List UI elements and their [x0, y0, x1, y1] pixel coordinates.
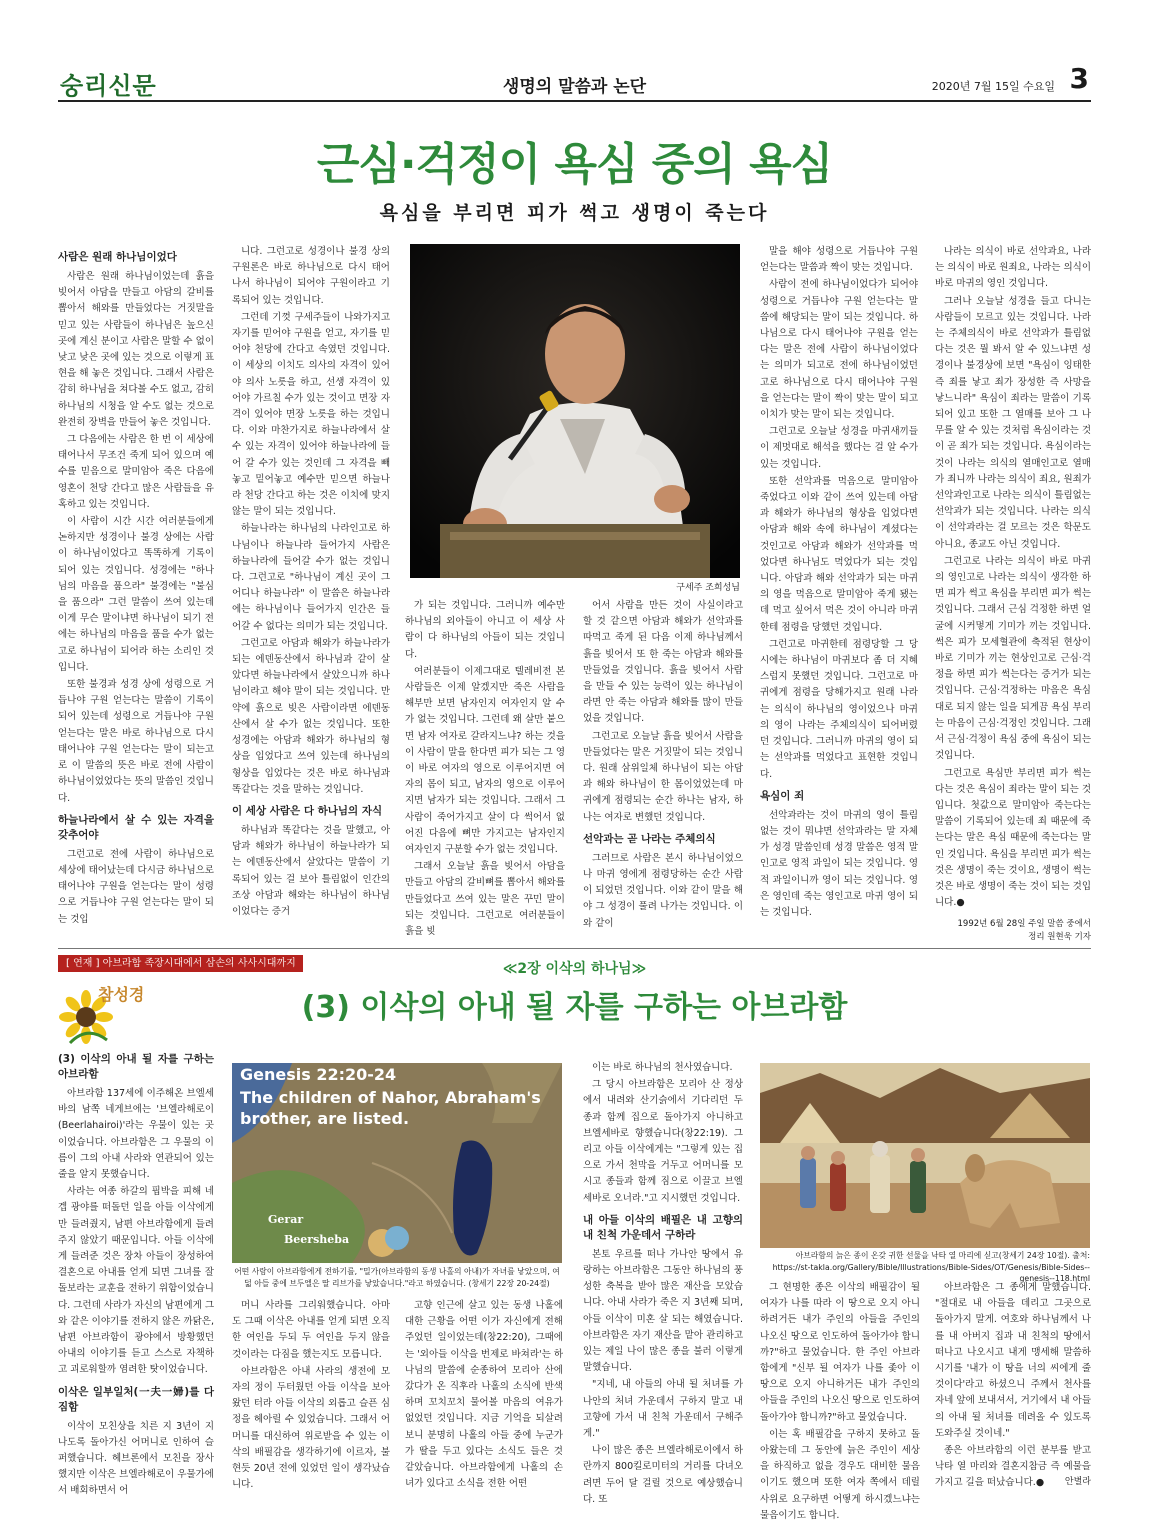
speaker-photo-illustration: [410, 244, 740, 578]
paragraph: 본토 우르를 떠나 가나안 땅에서 유랑하는 아브라함은 그동안 하나님의 풍성한 축복을 받아 많은 재산을 모았습니다. 아내 사라가 죽은 지 3년째 되며, 아들 이삭이 미혼 살 되는 해였습니다. 아브라함은 자기 재산을 맡아 관리하고 있는 제일 나이 많은 종을 불러 이렇게 말했습니다.: [583, 1248, 743, 1374]
article-column-3: [405, 598, 565, 938]
paragraph: 사람은 원래 하나님이었는데 흙을 빚어서 아담을 만들고 아담의 갈비를 뽑아서 해와를 만들었다는 거짓말을 믿고 있는 사람들이 하나님은 높으신 곳에 계신 분이고 사람은 말할 수 없이 낮고 낮은 곳에 있는 것으로 이렇게 표현을 해 놓은 것입니다. 그래서 사람은 감히 하나님을 쳐다볼 수도 없고, 감히 하나님의 시청을 알 수도 없는 것으로 완전히 장벽을 만들어 놓은 것입니다.: [58, 271, 214, 428]
article-column-5: [760, 244, 918, 930]
paragraph: 그 당시 아브라함은 모리아 산 정상에서 내려와 산기슭에서 기다리던 두 종과 함께 집으로 돌아가지 아니하고 브엘세바로 향했습니다(창22:19). 그리고 아들 이삭에게는 "그렇게 있는 집으로 가서 천막을 거두고 어머니를 모시고 종들과 함께 짐으로 이끌고 브엘세바로 오너라."고 지시했던 것입니다.: [583, 1079, 743, 1204]
paragraph: 고향 인근에 살고 있는 동생 나홀에 대한 근황을 어떤 이가 자신에게 전해주었던 일이었는데(창22:20), 그때에는 '외아들 이삭을 번제로 바쳐라'는 하나님의 말씀에 순종하여 모리아 산에 갔다가 온 직후라 나홀의 소식에 반색하며 꼬치꼬치 물어볼 마음의 여유가 없었던 것입니다. 지금 기억을 되살려보니 분명히 나홀의 아들 중에 누군가가 딸을 두고 있다는 소식도 들은 것 같았습니다. 아브라함에게 나홀의 손녀가 있다고 소식을 전한 어떤: [405, 1300, 563, 1490]
photo-caption: 구세주 조희성님: [676, 583, 740, 593]
genesis-map: [232, 1063, 562, 1263]
subhead: (3) 이삭의 아내 될 자를 구하는 아브라함: [58, 1053, 214, 1080]
paragraph: 사람이 전에 하나님이었다가 되어야 성령으로 거듭나야 구원 얻는다는 말씀에 해당되는 말이 되는 것입니다. 하나님으로 다시 태어나야 구원을 얻는다는 말은 전에 사람이 하나님이었다는 의미가 되고로 전에 하나님이었던고로 하나님으로 다시 태어나야 구원을 얻는다는 말이 짝이 맞는 말이 되고 이치가 맞는 말이 되는 것입니다.: [760, 279, 918, 421]
section-divider: [58, 948, 1091, 949]
paragraph: 종은 아브라함의 이런 분부를 받고 낙타 열 마리와 결혼지참금 즉 예물을 가지고 길을 떠났습니다.●: [935, 1445, 1091, 1489]
paragraph: 아브라함은 그 종에게 말했습니다. "절대로 내 아들을 데리고 그곳으로 돌아가지 말게. 여호와 하나님께서 나를 내 아버지 집과 내 친척의 땅에서 떠나고 나오시고 내게 맹세해 말씀하시기를 '내가 이 땅을 너의 씨에게 줄 것이다'라고 하셨으니 주께서 천사를 자네 앞에 보내셔서, 거기에서 내 아들의 아내 될 처녀를 데려올 수 있도록 도와주실 것이네.": [935, 1282, 1091, 1439]
subhead: 하늘나라에서 살 수 있는 자격을 갖추어야: [58, 813, 214, 841]
subhead: 사람은 원래 하나님이었다: [58, 251, 177, 263]
byline: [958, 918, 1091, 944]
paragraph: 아브라함은 아내 사라의 생전에 모자의 정이 두터웠던 아들 이삭을 보아왔던 터라 아들 이삭의 외롭고 슬픈 심정을 헤아릴 수 있었습니다. 그래서 어머니를 대신하여 위로받을 수 있는 이삭의 배필감을 생각하기에 이르자, 불현듯 20년 전에 있었던 일이 생각났습니다.: [232, 1365, 390, 1491]
paragraph: 니다. 그런고로 성경이나 불경 상의 구원론은 바로 하나님으로 다시 태어나서 하나님이 되어야 구원이라고 기록되어 있는 것입니다.: [232, 246, 390, 306]
paragraph: 그런고로 오늘날 성경을 마귀새끼들이 제멋대로 해석을 했다는 걸 알 수가 있는 것입니다.: [760, 426, 918, 470]
paragraph: 여러분들이 이제그대로 텔레비전 본 사람들은 이제 알겠지만 죽은 사람을 해부만 보면 남자인지 여자인지 알 수가 없는 것입니다. 그런데 왜 살만 붙으면 남자 여자로 갈라지느냐? 하는 것을 이 사람이 말을 한다면 피가 되는 그 영이 바로 여자의 영으로 이루어지면 여자의 몸이 되고, 남자의 영으로 이루어지면 남자가 되는 것입니다. 그래서 그 사람이 죽어가지고 살이 다 썩어서 없어진 다음에 뼈만 가지고는 남자인지 여자인지 구분할 수가 없는 것입니다.: [405, 665, 565, 856]
series-column-4: [583, 1060, 743, 1505]
paragraph: 그 다음에는 사람은 한 번 이 세상에 태어나서 무조건 죽게 되어 있으며 예수를 믿음으로 말미암아 죽은 다음에 영혼이 천당 간다고 많은 사람들을 유혹하고 있는 것입니다.: [58, 434, 214, 510]
paragraph: 이는 바로 하나님의 천사였습니다.: [592, 1062, 733, 1073]
logo-text: 참성경: [98, 985, 145, 1004]
paragraph: 선악과라는 것이 마귀의 영이 틀림없는 것이 뭐냐면 선악과라는 말 자체가 성경 말씀인데 성경 말씀은 영적 말인고로 영적 과일이 되는 것입니다. 영적 과일이니까 영이 되는 것입니다. 영은 영인데 죽는 영인고로 마귀 영이 되는 것입니다.: [760, 809, 918, 918]
headline: 근심·걱정이 욕심 중의 욕심: [316, 139, 833, 190]
article-column-6: [935, 244, 1091, 909]
paragraph: 머니 사라를 그리워했습니다. 아마도 그때 이삭은 아내를 얻게 되면 오직 한 여인을 두되 두 여인을 두지 않을 것이라는 다짐을 했는지도 모릅니다.: [232, 1300, 390, 1360]
paragraph: 나이 많은 종은 브엘라해로이에서 하란까지 800킬로미터의 거리를 다녀오려면 두어 달 걸릴 것으로 예상했습니다. 또: [583, 1445, 743, 1505]
paragraph: 그런데 기껏 구세주들이 나와가지고 자기를 믿어야 구원을 얻고, 자기를 믿어야 천당에 간다고 속였던 것입니다. 이 세상의 이치도 의사의 자격이 있어야 의사 노릇을 하고, 선생 자격이 있어야 가르칠 수가 있는 것이고 면장 자격이 있어야 면장 노릇을 하는 것입니다. 이와 마찬가지로 하늘나라에서 살 수 있는 자격이 있어야 하늘나라에 들어 갈 수가 있는 것인데 그 자격을 빼놓고 밑어놓고 예수만 믿으면 하늘나라 천당 간다고 하는 것은 이치에 맞지 않는 말이 되는 것입니다.: [232, 311, 390, 518]
abraham-servant-painting: [760, 1063, 1090, 1248]
map-title: Genesis 22:20-24: [240, 1065, 397, 1084]
paragraph: 하나님과 똑같다는 것을 말했고, 아담과 해와가 하나님이 하늘나라가 되는 에덴동산에서 살았다는 말씀이 기록되어 있는 걸 보아 틀림없이 인간의 조상 아담과 해와는 하나님이 하나님이었다는 증거: [232, 824, 390, 917]
paragraph: 또한 불경과 성경 상에 성령으로 거듭나야 구원 얻는다는 말씀이 기록이 되어 있는데 성령으로 거듭나야 구원 얻는다는 말은 바로 하나님으로 다시 태어나야 구원 얻는다는 말이 되는고로 이 말씀의 뜻은 바로 전에 사람이 하나님이었었다는 뜻의 말씀인 것입니다.: [58, 679, 214, 804]
series-title: (3) 이삭의 아내 될 자를 구하는 아브라함: [301, 990, 848, 1025]
paragraph: 나라는 의식이 바로 선악과요, 나라는 의식이 바로 원죄요, 나라는 의식이 바로 마귀의 영인 것입니다.: [935, 246, 1091, 290]
paragraph: 그런고로 아담과 해와가 하늘나라가 되는 에덴동산에서 하나님과 같이 살았다면 하늘나라에서 살았으니까 하나님이라고 해야 말이 되는 것입니다. 만약에 흙으로 빚은 사람이라면 에덴동산에서 살 수가 없는 것입니다. 또한 성경에는 아담과 해와가 하나님의 형상을 입었다고 쓰여 있는데 하나님의 형상을 입었다는 것은 바로 하나님과 똑같다는 것을 말하는 것입니다.: [232, 637, 390, 795]
series-column-5: [760, 1280, 920, 1521]
newspaper-name: 숭리신문: [60, 72, 157, 100]
paragraph: 그래서 오늘날 흙을 빚어서 아담을 만들고 아담의 갈비뼈를 뽑아서 해와를 만들었다고 쓰여 있는 말은 꾸민 말이 되는 것입니다. 그런고로 여러분들이 흙을 빚: [405, 861, 565, 938]
paragraph: 그런고로 전에 사람이 하나님으로 세상에 태어났는데 다시금 하나님으로 태어나야 구원을 얻는다는 말이 성령으로 거듭나야 구원 얻는다는 말이 되는 것입: [58, 848, 214, 925]
paragraph: 이 사람이 시간 시간 여러분들에게 논하지만 성경이나 불경 상에는 사람이 하나님이었다고 똑똑하게 기록이 되어 있는 것입니다. 성경에는 "하나님의 마음을 품으라" 불경에는 "불심을 품으라" 그런 말씀이 쓰여 있는데 이게 무슨 말이냐면 하나님이 되기 전에는 하나님의 마음을 품을 수가 없는고로 하나님이 되어라 하는 소리인 것입니다.: [58, 516, 214, 673]
subhead: 욕심이 죄: [760, 789, 805, 802]
article-column-2: [232, 244, 390, 930]
map-label-gerar: Gerar: [268, 1213, 304, 1226]
issue-date: 2020년 7월 15일 수요일: [931, 80, 1055, 93]
map-caption: 어떤 사람이 아브라함에게 전하기를, "밀가(아브라함의 동생 나홀의 아내)가 자녀를 낳았으며, 여덟 아들 중에 브두엘은 딸 리브가를 낳았습니다."라고 하였습니다. (창세기 22장 20-24절): [234, 1267, 560, 1288]
series-column-1: [58, 1052, 214, 1497]
paragraph: 이삭이 모친상을 치른 지 3년이 지나도록 돌아가신 어머니로 인하여 슬퍼했습니다. 헤브론에서 모친을 장사했지만 이삭은 브엘라해로이 우물가에서 배회하면서 어: [58, 1420, 214, 1497]
paragraph: 사라는 여종 하갈의 핍박을 피해 네겝 광야를 떠돌던 일을 아들 이삭에게만 들려줬지, 남편 아브라함에게 들려주지 않았기 때문입니다. 아들 이삭에게 들려준 것은 장차 아들이 장성하여 결혼으로 아내를 얻게 되면 그녀를 잘 돌보라는 교훈을 전하기 위함이었습니다. 그런데 사라가 자신의 남편에게 그와 같은 이야기를 전하지 않은 까닭은, 남편 아브라함이 광야에서 방황했던 아내의 이야기를 듣고 스스로 자책하고 괴로워할까 염려한 탓이었습니다.: [58, 1186, 214, 1376]
masthead: [58, 62, 1091, 102]
paragraph: 하늘나라는 하나님의 나라인고로 하나님이나 하늘나라 들어가지 사람은 하늘나라에 들어갈 수가 없는 것입니다. 그런고로 "하나님이 계신 곳이 그 어디나 하늘나라" 이 말씀은 하늘나라에는 하나님이나 들어가지 인간은 들어갈 수 없다는 의미가 되는 것입니다.: [232, 523, 390, 632]
author-name: 안별라: [1064, 1477, 1091, 1487]
speaker-photo: [410, 244, 740, 578]
subhead: 내 아들 이삭의 배필은 내 고향의 내 친척 가운데서 구하라: [583, 1213, 743, 1241]
subhead: 선악과는 곧 나라는 주체의식: [583, 832, 716, 845]
paragraph: 그 현명한 종은 이삭의 배필감이 될 여자가 나를 따라 이 땅으로 오지 아니하려거든 내가 주인의 아들을 주인의 나오신 땅으로 인도하여 돌아가야 합니까?"하고 물었습니다. 한 주인 아브라함에게 "신부 될 여자가 나를 좇아 이 땅으로 오지 아니하거든 내가 주인의 아들을 주인의 나오신 땅으로 인도하여 돌아가야 합니까?"하고 물었습니다.: [760, 1282, 920, 1423]
subhead: 이 세상 사람은 다 하나님의 자식: [232, 804, 383, 817]
subheadline: 욕심을 부리면 피가 썩고 생명이 죽는다: [379, 202, 770, 224]
byline-source: 1992년 6월 28일 주일 말씀 중에서: [957, 919, 1091, 929]
series-column-2: [232, 1298, 390, 1491]
paragraph: 그러나 오늘날 성경을 들고 다니는 사람들이 모르고 있는 것입니다. 나라는 주체의식이 바로 선악과가 틀림없다는 것은 뭘 봐서 알 수 있느냐면 성경이나 불경상에 보면 "욕심이 잉태한즉 죄를 낳고 죄가 장성한 즉 사망을 낳느니라" 욕심이 죄라는 말씀이 기록되어 있고 또한 그 열매를 보아 그 나무를 알 수 있는 것처럼 욕심이라는 것이 곧 죄가 되는 것입니다. 욕심이라는 것이 나라는 의식의 열매인고로 열매가 죄니까 나라는 의식이 죄요, 원죄가 선악과인고로 나라는 의식이 틀림없는 선악과가 되는 것입니다. 나라는 의식이 선악과라는 걸 모르는 것은 학문도 아니요, 종교도 아닌 것입니다.: [935, 295, 1091, 550]
painting-illustration: [760, 1063, 1090, 1248]
article-column-1: [58, 250, 214, 930]
paragraph: 또한 선악과를 먹음으로 말미암아 죽었다고 이와 같이 쓰여 있는데 아담과 해와가 하나님의 형상을 입었다면 아담과 해와 속에 하나님이 계셨다는 것인고로 아담과 해와가 선악과를 먹었다면 하나님도 먹었다가 되는 것입니다. 아담과 해와 선악과가 되는 마귀의 영을 먹음으로 말미암아 죽게 됐는데 먹고 싶어서 먹은 것이 아니라 마귀한테 점령을 당했던 것입니다.: [760, 475, 918, 633]
paragraph: 어서 사람을 만든 것이 사실이라고 할 것 같으면 아담과 해와가 선악과를 따먹고 죽게 된 다음 이제 하나님께서 흙을 빚어서 또 한 죽는 아담과 해와를 만들었을 것입니다. 흙을 빚어서 사람을 만들 수 있는 능력이 있는 하나님이라면 안 죽는 아담과 해와를 많이 만들었을 것입니다.: [583, 600, 743, 725]
paragraph: 말을 해야 성령으로 거듭나야 구원 얻는다는 말씀과 짝이 맞는 것입니다.: [760, 246, 918, 274]
chapter-title: ≪2장 이삭의 하나님≫: [502, 961, 647, 977]
map-subtitle: The children of Nahor, Abraham's brother, are listed.: [240, 1088, 541, 1128]
section-title: 생명의 말씀과 논단: [502, 77, 647, 97]
series-column-3: [405, 1298, 563, 1490]
paragraph: 아브라함 137세에 이주해온 브엘세바의 남쪽 네게브에는 '브엘라해로이(Beerlahairoi)'라는 우물이 있는 곳이었습니다. 아브라함은 그 우물의 이름이 그의 아내 사라와 연관되어 있는 줄을 알지 못했습니다.: [58, 1088, 214, 1181]
page-number: 3: [1069, 62, 1089, 95]
paragraph: 그런고로 욕심만 부리면 피가 썩는다는 것은 욕심이 죄라는 말이 되는 것입니다. 첫값으로 말미암아 죽는다는 말씀이 기록되어 있는데 죄 때문에 죽는다는 말은 욕심 때문에 죽는다는 말인 것입니다. 욕심을 부리면 피가 썩는 것은 생명이 죽는 것이요, 생명이 썩는 것은 바로 생명이 죽는 것이 되는 것입니다.●: [935, 767, 1091, 909]
article-column-4: [583, 598, 743, 930]
paragraph: "지네, 내 아들의 아내 될 처녀를 가나안의 처녀 가운데서 구하지 말고 내 고향에 가서 내 친척 가운데서 구해주게.": [583, 1379, 743, 1440]
byline-editor: 정리 원현욱 기자: [1028, 932, 1091, 942]
paragraph: 그런고로 오늘날 흙을 빚어서 사람을 만들었다는 말은 거짓말이 되는 것입니다. 원래 삼위일체 하나님이 되는 아담과 해와 하나님이 한 몸이었었는데 마귀에게 점령되는 순간 하나는 남자, 하나는 여자로 변했던 것입니다.: [583, 730, 743, 823]
paragraph: 가 되는 것입니다. 그러니까 예수만 하나님의 외아들이 아니고 이 세상 사람이 다 하나님의 아들이 되는 것입니다.: [405, 600, 565, 660]
series-label: [ 연재 ] 아브라함 족장시대에서 삼손의 사사시대까지: [58, 955, 303, 972]
paragraph: 그런고로 마귀한테 점령당할 그 당시에는 하나님이 마귀보다 좀 더 지혜스럽지 못했던 것입니다. 그런고로 마귀에게 점령을 당해가지고 원래 나라는 의식이 하나님의 영이었으나 마귀의 영이 나라는 주체의식이 되어버렸던 것입니다. 그러니까 마귀의 영이 되는 선악과를 먹었다고 표현한 것입니다.: [760, 638, 918, 780]
paragraph: 그러므로 사람은 본시 하나님이었으나 마귀 영에게 점령당하는 순간 사람이 되었던 것입니다. 이와 같이 말을 해야 그 성경이 풀려 나가는 것입니다. 이와 같이: [583, 852, 743, 929]
subhead: 이삭은 일부일처(一夫一婦)를 다짐함: [58, 1385, 214, 1413]
painting-caption: 아브라함의 늙은 종이 온갖 귀한 선물을 낙타 열 마리에 싣고(창세기 24장 10절). 출처: https://st-takla.org/Gallery/Bible/Illustrations/Bible-Sides/OT/Genesis/Bible-Sides--genesis--118.html: [772, 1251, 1090, 1283]
paragraph: 그런고로 나라는 의식이 바로 마귀의 영인고로 나라는 의식이 생각한 하면 피가 썩고 욕심을 부리면 피가 썩는 것입니다. 그래서 근심 걱정한 하면 얼굴에 시커멓게 기미가 끼는 것입니다. 썩은 피가 모세혈관에 축적된 현상이 바로 기미가 끼는 현상인고로 근심·걱정을 하면 피가 썩는다는 증거가 되는 것입니다. 근심·걱정하는 마음은 욕심대로 되지 않는 일을 되게끔 욕심 부리는 마음이 근심·걱정인 것입니다. 그래서 근심·걱정이 욕심 중에 욕심이 되는 것입니다.: [935, 555, 1091, 762]
paragraph: 이는 혹 배필감을 구하지 못하고 돌아왔는데 그 동안에 늙은 주인이 세상을 하직하고 없을 경우도 대비한 물음이기도 했으며 또한 여자 쪽에서 데릴사위로 요구하면 어떻게 하시겠느냐는 물음이기도 합니다.: [760, 1428, 920, 1521]
map-label-beersheba: Beersheba: [284, 1233, 350, 1246]
